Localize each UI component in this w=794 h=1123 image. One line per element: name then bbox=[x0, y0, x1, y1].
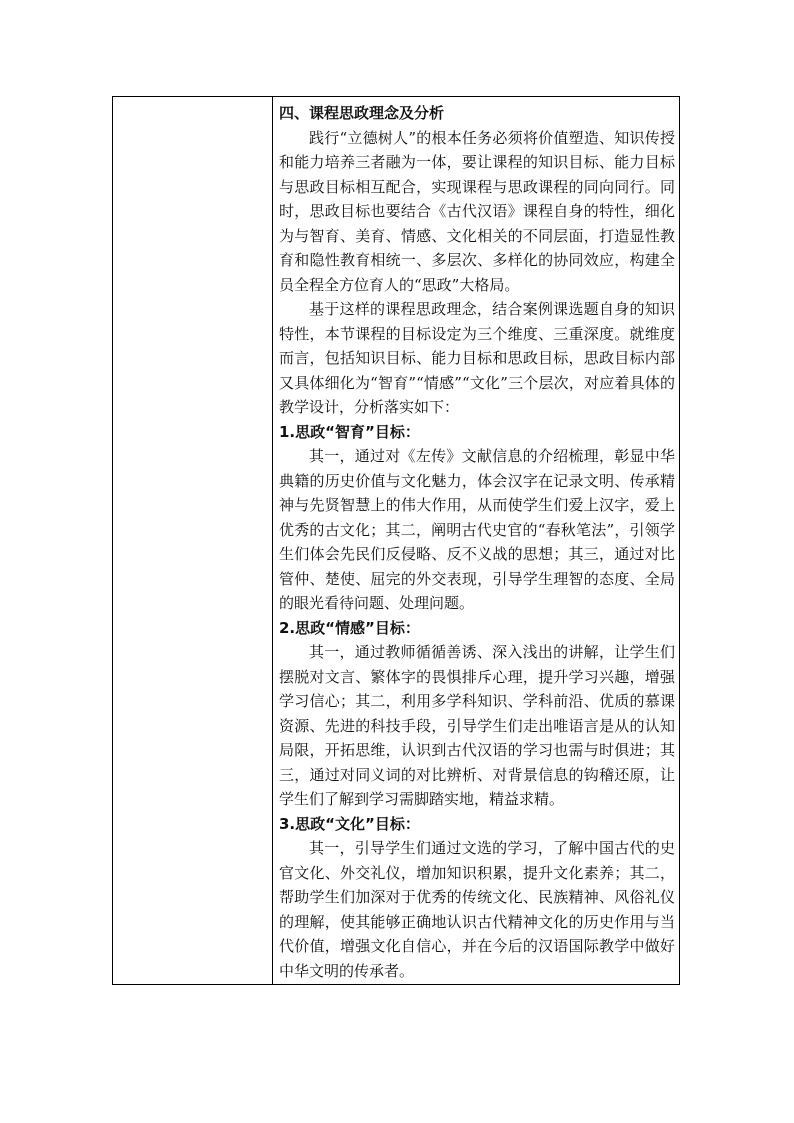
goal-title-cultural: 3.思政“文化”目标： bbox=[279, 814, 420, 833]
section-heading: 四、课程思政理念及分析 bbox=[279, 104, 445, 122]
goal-title-intellectual: 1.思政“智育”目标： bbox=[279, 422, 420, 441]
goal-title-emotional: 2.思政“情感”目标： bbox=[279, 618, 420, 637]
table-left-cell bbox=[113, 97, 272, 984]
section-paragraph-2: 基于这样的课程思政理念，结合案例课选题自身的知识特性，本节课程的目标设定为三个维度、三重深度。就维度而言，包括知识目标、能力目标和思政目标，思政目标内部又具体细化为“智育”“情感”“文化”三个层次，对应着具体的教学设计，分析落实如下： bbox=[279, 300, 675, 416]
table-column-divider bbox=[272, 97, 273, 984]
table-frame bbox=[112, 96, 680, 985]
goal-text-emotional: 其一，通过教师循循善诱、深入浅出的讲解，让学生们摆脱对文言、繁体字的畏惧排斥心理，提升学习兴趣，增强学习信心；其二，利用多学科知识、学科前沿、优质的慕课资源、先进的科技手段，引导学生们走出唯语言是从的认知局限，开拓思维，认识到古代汉语的学习也需与时俱进；其三，通过对同义词的对比辨析、对背景信息的钩稽还原，让学生们了解到学习需脚踏实地，精益求精。 bbox=[279, 643, 675, 808]
goal-text-cultural: 其一，引导学生们通过文选的学习，了解中国古代的史官文化、外交礼仪，增加知识积累，提升文化素养；其二，帮助学生们加深对于优秀的传统文化、民族精神、风俗礼仪的理解，使其能够正确地认识古代精神文化的历史作用与当代价值，增强文化自信心，并在今后的汉语国际教学中做好中华文明的传承者。 bbox=[279, 839, 675, 980]
table-right-cell bbox=[279, 101, 675, 983]
goal-text-intellectual: 其一，通过对《左传》文献信息的介绍梳理，彰显中华典籍的历史价值与文化魅力，体会汉字在记录文明、传承精神与先贤智慧上的伟大作用，从而使学生们爱上汉字，爱上优秀的古文化；其二，阐明古代史官的“春秋笔法”，引领学生们体会先民们反侵略、反不义战的思想；其三，通过对比管仲、楚使、屈完的外交表现，引导学生理智的态度、全局的眼光看待问题、处理问题。 bbox=[279, 447, 675, 612]
section-paragraph-1: 践行“立德树人”的根本任务必须将价值塑造、知识传授和能力培养三者融为一体，要让课程的知识目标、能力目标与思政目标相互配合，实现课程与思政课程的同向同行。同时，思政目标也要结合《古代汉语》课程自身的特性，细化为与智育、美育、情感、文化相关的不同层面，打造显性教育和隐性教育相统一、多层次、多样化的协同效应，构建全员全程全方位育人的“思政”大格局。 bbox=[279, 128, 675, 294]
